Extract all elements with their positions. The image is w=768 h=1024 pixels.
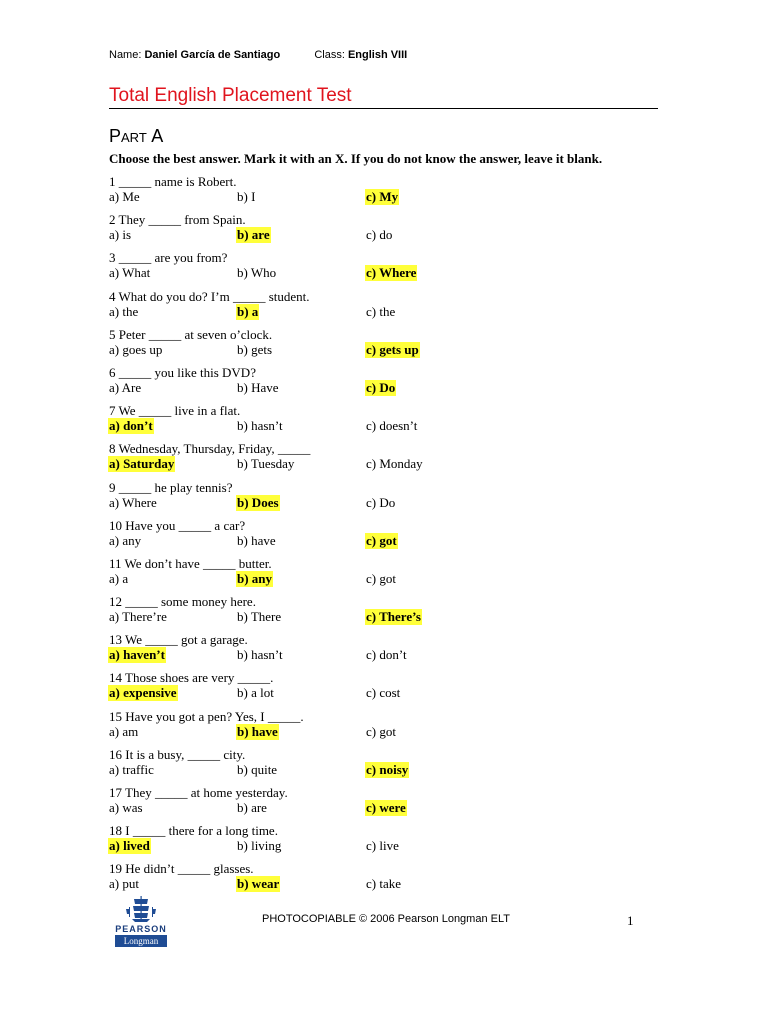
answer-option[interactable]: a) was [109,800,143,815]
answer-option[interactable]: c) the [366,303,396,319]
selected-answer-option[interactable]: c) gets up [366,341,419,357]
answer-option[interactable]: b) have [237,532,276,548]
answer-option[interactable]: b) hasn’t [237,647,283,663]
selected-answer-option[interactable]: b) are [237,227,270,243]
question-text: 10 Have you _____ a car? [109,517,246,533]
class-label: Class: [314,49,345,61]
student-name: Daniel García de Santiago [144,49,281,61]
answer-option[interactable]: b) Have [237,379,279,395]
class-name: English VIII [347,49,408,61]
question-item [109,174,669,212]
answer-option[interactable]: b) a lot [237,685,274,701]
selected-answer-option[interactable]: a) Saturday [109,456,175,472]
question-item [109,709,669,747]
answer-option[interactable]: a) is [109,227,132,243]
question-text: 8 Wednesday, Thursday, Friday, _____ [109,441,311,457]
selected-answer-option[interactable]: c) noisy [366,761,409,777]
selected-answer-option[interactable]: a) expensive [109,685,177,701]
answer-option[interactable]: a) Are [109,379,142,395]
answer-option[interactable]: c) Do [366,494,396,510]
selected-answer-option[interactable]: c) My [366,189,399,204]
part-heading [109,126,163,147]
answer-option[interactable]: a) a [109,570,129,586]
selected-answer-option[interactable]: c) got [366,532,397,548]
question-item [109,670,669,708]
pearson-longman-logo [112,893,170,955]
question-item [109,632,669,670]
answer-option[interactable]: b) Tuesday [237,456,295,472]
question-item [109,594,669,632]
question-text: 16 It is a busy, _____ city. [109,746,246,762]
answer-option[interactable]: c) got [366,723,396,739]
answer-option[interactable]: a) Where [109,494,157,510]
answer-option[interactable]: a) any [109,532,142,548]
answer-option[interactable]: b) Who [237,265,277,281]
question-text: 19 He didn’t _____ glasses. [109,861,254,877]
question-item [109,480,669,518]
answer-option[interactable]: b) are [237,800,267,815]
answer-option[interactable]: c) got [366,570,396,586]
copyright-footer: PHOTOCOPIABLE © 2006 Pearson Longman ELT [262,913,510,925]
part-letter: A [151,126,164,146]
answer-option[interactable]: b) There [237,609,282,625]
question-item [109,556,669,594]
question-text: 6 _____ you like this DVD? [109,364,256,380]
answer-option[interactable]: b) gets [237,341,273,357]
question-item [109,327,669,365]
answer-option[interactable]: b) living [237,838,282,854]
logo-pearson-text: PEARSON [115,924,167,934]
question-item [109,403,669,441]
question-item [109,365,669,403]
question-item [109,289,669,327]
question-text: 1 _____ name is Robert. [109,174,237,189]
page-number: 1 [627,913,634,928]
answer-option[interactable]: c) live [366,838,399,854]
selected-answer-option[interactable]: b) have [237,723,278,739]
question-item [109,747,669,785]
answer-option[interactable]: b) quite [237,761,278,777]
question-item [109,518,669,556]
answer-option[interactable]: c) doesn’t [366,418,418,434]
question-text: 11 We don’t have _____ butter. [109,555,272,571]
question-item [109,861,669,899]
question-item [109,212,669,250]
question-text: 7 We _____ live in a flat. [109,403,241,419]
answer-option[interactable]: b) I [237,189,256,204]
selected-answer-option[interactable]: b) Does [237,494,279,510]
question-text: 17 They _____ at home yesterday. [109,785,288,800]
question-text: 3 _____ are you from? [109,250,228,266]
selected-answer-option[interactable]: c) Do [366,379,396,395]
question-item [109,785,669,823]
selected-answer-option[interactable]: c) There’s [366,609,421,625]
selected-answer-option[interactable]: b) a [237,303,259,319]
question-item [109,441,669,479]
answer-option[interactable]: a) There’re [109,609,167,625]
ship-icon [112,893,170,923]
answer-option[interactable]: a) traffic [109,761,154,777]
answer-option[interactable]: c) Monday [366,456,423,472]
selected-answer-option[interactable]: b) wear [237,876,280,892]
answer-option[interactable]: c) don’t [366,647,407,663]
answer-option[interactable]: a) put [109,876,139,892]
name-label: Name: [109,49,142,61]
question-text: 2 They _____ from Spain. [109,212,246,228]
answer-option[interactable]: a) Me [109,189,140,204]
question-text: 12 _____ some money here. [109,594,256,610]
title-divider [109,108,658,109]
selected-answer-option[interactable]: a) don’t [109,418,153,434]
answer-option[interactable]: c) do [366,227,393,243]
answer-option[interactable]: c) take [366,876,402,892]
question-text: 15 Have you got a pen? Yes, I _____. [109,708,304,724]
question-item [109,250,669,288]
answer-option[interactable]: a) am [109,723,139,739]
question-text: 4 What do you do? I’m _____ student. [109,288,310,304]
selected-answer-option[interactable]: a) lived [109,838,150,854]
question-text: 5 Peter _____ at seven o’clock. [109,326,273,342]
question-text: 13 We _____ got a garage. [109,632,248,648]
selected-answer-option[interactable]: c) Where [366,265,417,281]
selected-answer-option[interactable]: b) any [237,570,273,586]
selected-answer-option[interactable]: a) haven’t [109,647,165,663]
part-initial: P [109,126,122,146]
page-title: Total English Placement Test [109,85,352,106]
instructions: Choose the best answer. Mark it with an X. If you do not know the answer, leave it blank. [109,151,603,166]
student-header [109,49,407,61]
answer-option[interactable]: a) What [109,265,151,281]
answer-option[interactable]: b) hasn’t [237,418,283,434]
question-text: 14 Those shoes are very _____. [109,670,274,686]
logo-longman-text: Longman [115,935,167,947]
part-rest: ART [121,130,147,145]
question-text: 18 I _____ there for a long time. [109,823,278,839]
selected-answer-option[interactable]: c) were [366,800,406,815]
answer-option[interactable]: c) cost [366,685,401,701]
question-list [109,174,669,900]
question-item [109,823,669,861]
answer-option[interactable]: a) the [109,303,139,319]
answer-option[interactable]: a) goes up [109,341,163,357]
question-text: 9 _____ he play tennis? [109,479,233,495]
